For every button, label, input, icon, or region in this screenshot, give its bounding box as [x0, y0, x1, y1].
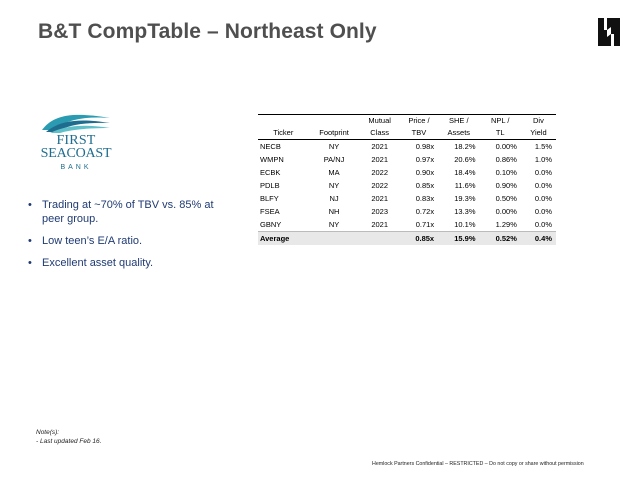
confidentiality-footer: Hemlock Partners Confidential – RESTRICTED – Do not copy or share without permission: [372, 461, 584, 467]
average-empty-cell: [360, 232, 400, 246]
bank-name-first: FIRST: [56, 133, 96, 148]
npl-tl-cell: 0.00%: [495, 142, 517, 151]
bank-logo: [38, 110, 114, 176]
footprint-cell: NY: [328, 142, 340, 151]
footprint-cell: NY: [328, 220, 340, 229]
column-header: NPL /: [490, 116, 510, 125]
table-row: [258, 192, 556, 205]
footprint-cell: PA/NJ: [323, 155, 345, 164]
footprint-cell: NY: [328, 181, 340, 190]
average-div-yield: 0.4%: [521, 232, 556, 246]
npl-tl-cell: 0.00%: [495, 207, 517, 216]
price-tbv-cell: 0.72x: [415, 207, 435, 216]
table-row: [258, 205, 556, 218]
notes: [36, 428, 101, 446]
page-title: B&T CompTable – Northeast Only: [38, 20, 377, 43]
price-tbv-cell: 0.98x: [415, 142, 435, 151]
price-tbv-cell: 0.97x: [415, 155, 435, 164]
table-average-row: [258, 232, 556, 246]
bullet-text: Low teen’s E/A ratio.: [42, 235, 143, 247]
column-header: [258, 115, 309, 127]
average-she-assets: 15.9%: [438, 232, 479, 246]
div-yield-cell: 0.0%: [534, 181, 552, 190]
column-header: [309, 115, 360, 127]
footprint-cell: MA: [328, 168, 340, 177]
she-assets-cell: 20.6%: [454, 155, 476, 164]
bullet-text: Excellent asset quality.: [42, 257, 154, 269]
column-header: Ticker: [258, 127, 309, 140]
bank-name-seacoast: SEACOAST: [40, 146, 112, 161]
ticker-cell: BLFY: [260, 194, 279, 203]
npl-tl-cell: 0.90%: [495, 181, 517, 190]
mutual-class-cell: 2023: [371, 207, 388, 216]
notes-heading: Note(s):: [36, 429, 60, 436]
mutual-class-cell: 2021: [371, 155, 388, 164]
table-row: [258, 218, 556, 232]
div-yield-cell: 0.0%: [534, 194, 552, 203]
first-seacoast-waves-icon: [40, 110, 112, 134]
footprint-cell: NH: [328, 207, 340, 216]
table-row: [258, 140, 556, 154]
bullet-icon: •: [28, 235, 32, 247]
bullet-item: [28, 256, 228, 270]
average-label: Average: [258, 232, 309, 246]
ticker-cell: ECBK: [260, 168, 281, 177]
column-header: Assets: [438, 127, 479, 140]
table-header-top: [258, 115, 556, 127]
table-row: [258, 153, 556, 166]
ticker-cell: WMPN: [260, 155, 284, 164]
price-tbv-cell: 0.71x: [415, 220, 435, 229]
mutual-class-cell: 2022: [371, 168, 388, 177]
bank-name-bank: BANK: [60, 164, 92, 171]
average-npl-tl: 0.52%: [480, 232, 521, 246]
div-yield-cell: 0.0%: [534, 220, 552, 229]
ticker-cell: GBNY: [260, 220, 282, 229]
bullet-list: [28, 198, 228, 278]
npl-tl-cell: 0.10%: [495, 168, 517, 177]
ticker-cell: NECB: [260, 142, 281, 151]
column-header: Class: [360, 127, 400, 140]
price-tbv-cell: 0.85x: [415, 181, 435, 190]
column-header: SHE /: [449, 116, 469, 125]
ticker-cell: PDLB: [260, 181, 280, 190]
she-assets-cell: 10.1%: [454, 220, 476, 229]
column-header: Mutual: [368, 116, 391, 125]
bullet-item: [28, 234, 228, 248]
mutual-class-cell: 2021: [371, 220, 388, 229]
bullet-icon: •: [28, 199, 32, 211]
bullet-icon: •: [28, 257, 32, 269]
npl-tl-cell: 0.86%: [495, 155, 517, 164]
ticker-cell: FSEA: [260, 207, 280, 216]
column-header: TBV: [400, 127, 438, 140]
table-row: [258, 166, 556, 179]
div-yield-cell: 0.0%: [534, 207, 552, 216]
she-assets-cell: 11.6%: [454, 181, 476, 190]
div-yield-cell: 0.0%: [534, 168, 552, 177]
table-header-bottom: [258, 127, 556, 140]
average-price-tbv: 0.85x: [400, 232, 438, 246]
column-header: TL: [480, 127, 521, 140]
mutual-class-cell: 2021: [371, 194, 388, 203]
npl-tl-cell: 0.50%: [495, 194, 517, 203]
comp-table: [258, 114, 556, 245]
div-yield-cell: 1.5%: [534, 142, 552, 151]
she-assets-cell: 13.3%: [454, 207, 476, 216]
she-assets-cell: 19.3%: [454, 194, 476, 203]
footprint-cell: NJ: [329, 194, 339, 203]
she-assets-cell: 18.4%: [454, 168, 476, 177]
div-yield-cell: 1.0%: [534, 155, 552, 164]
mutual-class-cell: 2022: [371, 181, 388, 190]
bullet-item: [28, 198, 228, 226]
notes-line: - Last updated Feb 16.: [36, 438, 102, 445]
price-tbv-cell: 0.83x: [415, 194, 435, 203]
hemlock-h-logo-icon: [598, 18, 620, 46]
mutual-class-cell: 2021: [371, 142, 388, 151]
column-header: Div: [533, 116, 544, 125]
npl-tl-cell: 1.29%: [495, 220, 517, 229]
column-header: Yield: [521, 127, 556, 140]
column-header: Footprint: [309, 127, 360, 140]
bullet-text: Trading at ~70% of TBV vs. 85% at peer group.: [42, 199, 214, 225]
table-row: [258, 179, 556, 192]
average-empty-cell: [309, 232, 360, 246]
she-assets-cell: 18.2%: [454, 142, 476, 151]
column-header: Price /: [408, 116, 430, 125]
price-tbv-cell: 0.90x: [415, 168, 435, 177]
